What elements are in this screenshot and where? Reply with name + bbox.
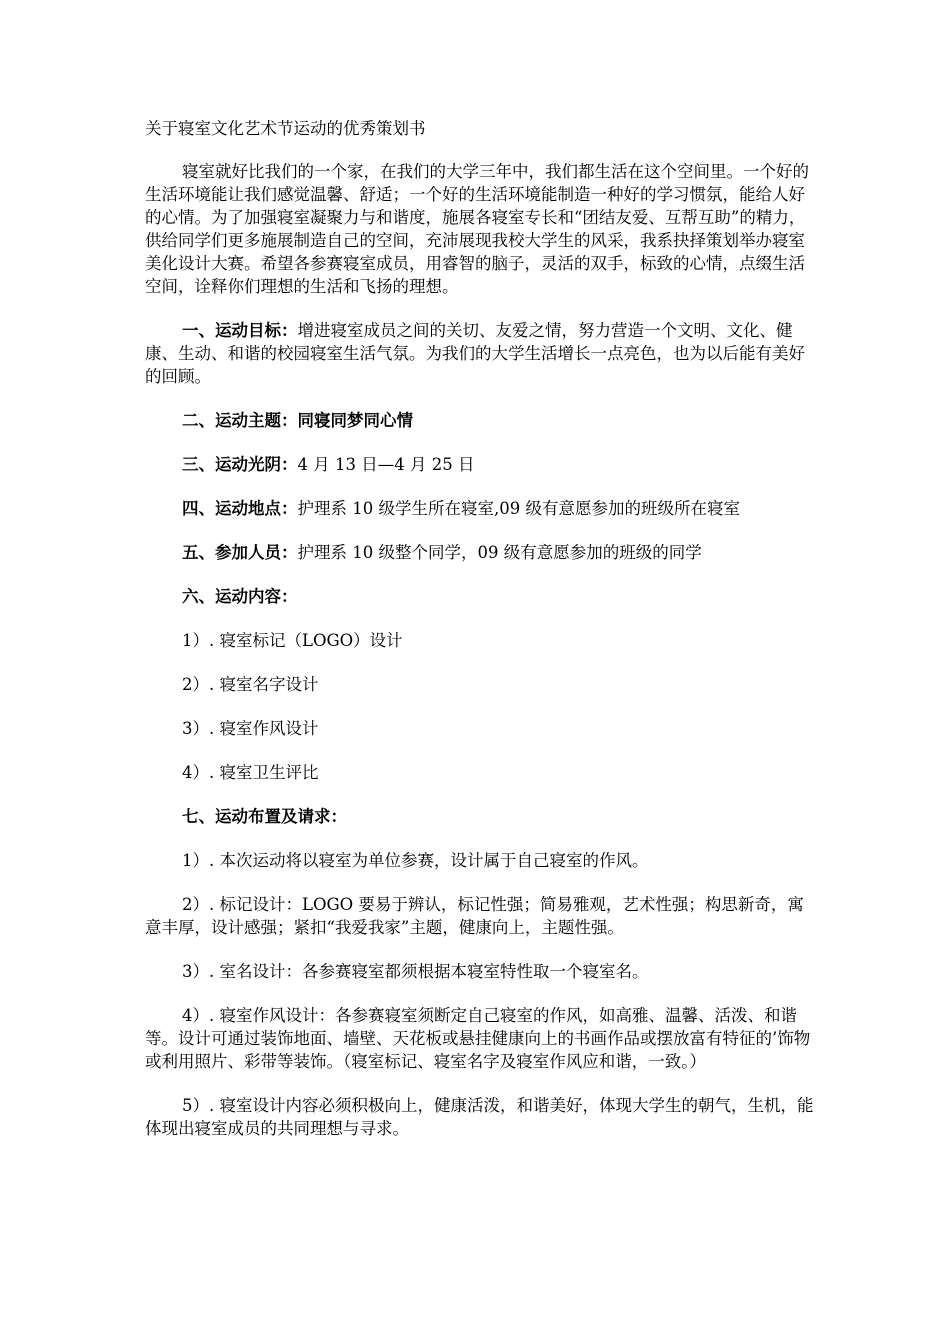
section-text: 同寝同梦同心情 (297, 411, 413, 430)
content-item: 1）. 寝室标记（LOGO）设计 (182, 631, 403, 650)
section-theme (145, 409, 815, 432)
section-participants (145, 541, 815, 564)
content-item: 4）. 寝室卫生评比 (182, 763, 319, 782)
section-heading: 四、运动地点： (182, 499, 298, 518)
section-heading: 二、运动主题： (182, 411, 298, 430)
section-heading: 一、运动目标： (182, 321, 298, 340)
section-time (145, 453, 815, 476)
section-location (145, 497, 815, 520)
content-item: 2）. 寝室名字设计 (182, 675, 319, 694)
section-heading: 五、参加人员： (182, 543, 298, 562)
section-text: 4 月 13 日—4 月 25 日 (297, 455, 475, 474)
document-body (145, 117, 815, 1161)
section-goal (145, 319, 815, 388)
arrangement-item: 2）. 标记设计：LOGO 要易于辨认，标记性强；简易雅观，艺术性强；构思新奇，寓意丰厚，设计感强；紧扣“我爱我家”主题，健康向上，主题性强。 (145, 895, 804, 937)
arrangement-heading: 七、运动布置及请求： (182, 807, 347, 826)
arrangement-item: 4）. 寝室作风设计：各参赛寝室须断定自己寝室的作风，如高雅、温馨、活泼、和谐等。设计可通过装饰地面、墙壁、天花板或悬挂健康向上的书画作品或摆放富有特征的’饰物或利用照片、彩带等装饰。（寝室标记、寝室名字及寝室作风应和谐，一致。） (145, 1006, 811, 1071)
arrangement-item: 5）. 寝室设计内容必须积极向上，健康活泼，和谐美好，体现大学生的朝气，生机，能体现出寝室成员的共同理想与寻求。 (145, 1096, 814, 1138)
section-heading: 六、运动内容： (182, 587, 298, 606)
content-item: 3）. 寝室作风设计 (182, 719, 319, 738)
document-title: 关于寝室文化艺术节运动的优秀策划书 (145, 119, 426, 138)
section-content (145, 585, 815, 608)
arrangement-item: 1）. 本次运动将以寝室为单位参赛，设计属于自己寝室的作风。 (182, 851, 649, 870)
intro-paragraph: 寝室就好比我们的一个家，在我们的大学三年中，我们都生活在这个空间里。一个好的生活环境能让我们感觉温馨、舒适；一个好的生活环境能制造一种好的学习惯氛，能给人好的心情。为了加强寝室凝聚力与和谐度，施展各寝室专长和“团结友爱、互帮互助”的精力，供给同学们更多施展制造自己的空间，充沛展现我校大学生的风采，我系抉择策划举办寝室美化设计大赛。希望各参赛寝室成员，用睿智的脑子，灵活的双手，标致的心情，点缀生活空间，诠释你们理想的生活和飞扬的理想。 (145, 162, 809, 296)
arrangement-item: 3）. 室名设计：各参赛寝室都须根据本寝室特性取一个寝室名。 (182, 962, 649, 981)
section-text: 护理系 10 级整个同学，09 级有意愿参加的班级的同学 (297, 543, 702, 562)
section-text: 增进寝室成员之间的关切、友爱之情，努力营造一个文明、文化、健康、生动、和谐的校园寝室生活气氛。为我们的大学生活增长一点亮色，也为以后能有美好的回顾。 (145, 321, 805, 386)
section-heading: 三、运动光阴： (182, 455, 298, 474)
section-text: 护理系 10 级学生所在寝室,09 级有意愿参加的班级所在寝室 (297, 499, 740, 518)
